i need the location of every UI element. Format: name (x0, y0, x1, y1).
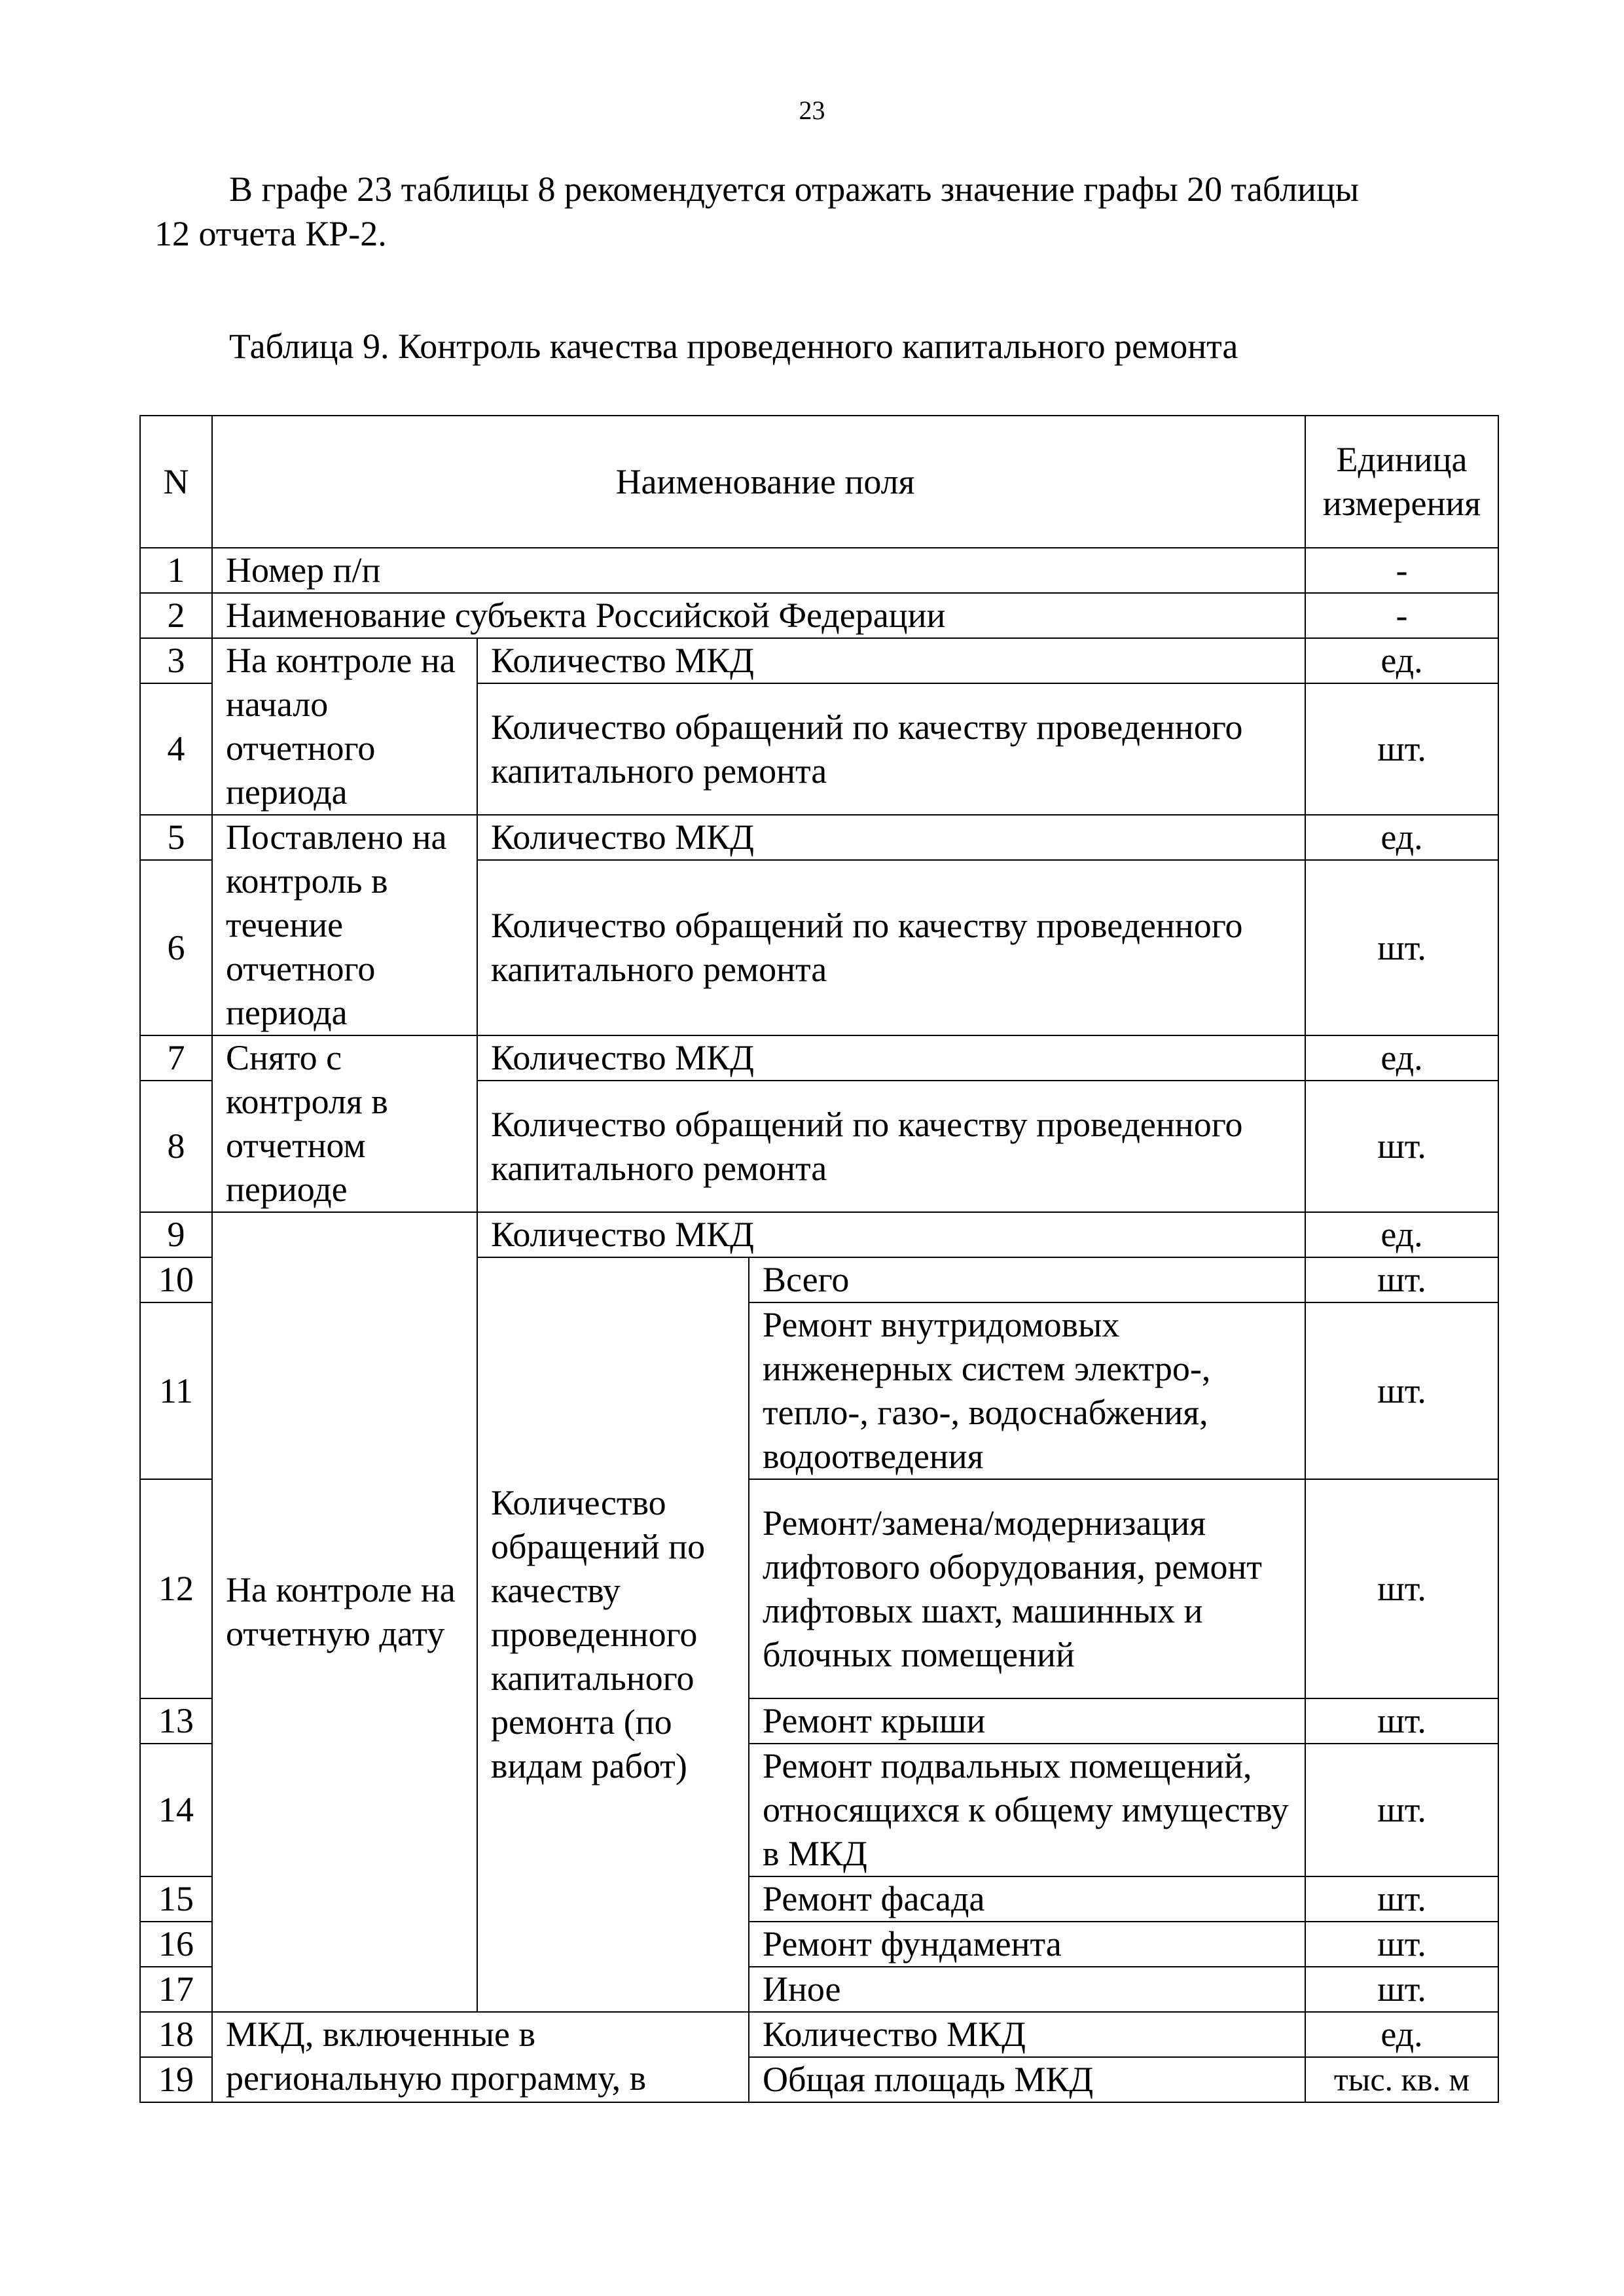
unit: шт. (1305, 1922, 1498, 1967)
table-row (140, 638, 1498, 683)
unit: шт. (1305, 860, 1498, 1035)
unit: шт. (1305, 1257, 1498, 1302)
unit: тыс. кв. м (1305, 2057, 1498, 2102)
page-number: 23 (799, 96, 825, 125)
table-row (140, 1035, 1498, 1081)
group-label: Поставлено на контроль в течение отчетного периода (212, 815, 477, 1035)
row-number: 11 (140, 1302, 212, 1479)
group-label: На контроле на начало отчетного периода (212, 638, 477, 815)
subgroup-label: Количество обращений по качеству проведенного капитального ремонта (по видам работ) (477, 1257, 749, 2012)
field-name: Ремонт внутридомовых инженерных систем электро-, тепло-, газо-, водоснабжения, водоотведения (749, 1302, 1305, 1479)
field-name: Количество МКД (477, 1212, 1305, 1257)
field-name: Наименование субъекта Российской Федерации (212, 593, 1305, 638)
row-number: 13 (140, 1698, 212, 1744)
unit: ед. (1305, 2012, 1498, 2057)
unit: шт. (1305, 1698, 1498, 1744)
unit: - (1305, 593, 1498, 638)
field-name: Иное (749, 1967, 1305, 2012)
quality-control-table (139, 415, 1499, 2103)
table-row (140, 2012, 1498, 2057)
unit: шт. (1305, 1876, 1498, 1922)
table-row (140, 548, 1498, 593)
unit: шт. (1305, 1081, 1498, 1212)
row-number: 8 (140, 1081, 212, 1212)
unit: ед. (1305, 1212, 1498, 1257)
row-number: 14 (140, 1744, 212, 1876)
header-n: N (140, 416, 212, 548)
group-label: Снято с контроля в отчетном периоде (212, 1035, 477, 1212)
row-number: 10 (140, 1257, 212, 1302)
field-name: Ремонт фундамента (749, 1922, 1305, 1967)
table-header-row (140, 416, 1498, 548)
row-number: 16 (140, 1922, 212, 1967)
unit: шт. (1305, 683, 1498, 815)
unit: - (1305, 548, 1498, 593)
intro-line-1: В графе 23 таблицы 8 рекомендуется отражать значение графы 20 таблицы (229, 170, 1360, 209)
row-number: 18 (140, 2012, 212, 2057)
field-name: Количество МКД (477, 815, 1305, 860)
field-name: Ремонт/замена/модернизация лифтового оборудования, ремонт лифтовых шахт, машинных и блочных помещений (749, 1479, 1305, 1698)
field-name: Всего (749, 1257, 1305, 1302)
group-label: МКД, включенные в региональную программу, в (212, 2012, 749, 2102)
row-number: 19 (140, 2057, 212, 2102)
unit: шт. (1305, 1302, 1498, 1479)
row-number: 5 (140, 815, 212, 860)
row-number: 9 (140, 1212, 212, 1257)
unit: ед. (1305, 815, 1498, 860)
header-unit: Единица измерения (1305, 416, 1498, 548)
unit: шт. (1305, 1744, 1498, 1876)
row-number: 12 (140, 1479, 212, 1698)
unit: шт. (1305, 1479, 1498, 1698)
intro-line-2: 12 отчета КР-2. (154, 214, 387, 253)
row-number: 4 (140, 683, 212, 815)
unit: ед. (1305, 1035, 1498, 1081)
field-name: Количество обращений по качеству проведенного капитального ремонта (477, 683, 1305, 815)
group-label: На контроле на отчетную дату (212, 1212, 477, 2012)
field-name: Количество МКД (477, 638, 1305, 683)
table-row (140, 593, 1498, 638)
unit: шт. (1305, 1967, 1498, 2012)
row-number: 1 (140, 548, 212, 593)
table-row (140, 1212, 1498, 1257)
intro-paragraph (154, 167, 1470, 256)
field-name: Количество МКД (749, 2012, 1305, 2057)
row-number: 17 (140, 1967, 212, 2012)
row-number: 2 (140, 593, 212, 638)
field-name: Ремонт подвальных помещений, относящихся к общему имуществу в МКД (749, 1744, 1305, 1876)
row-number: 7 (140, 1035, 212, 1081)
row-number: 6 (140, 860, 212, 1035)
field-name: Общая площадь МКД (749, 2057, 1305, 2102)
field-name: Ремонт крыши (749, 1698, 1305, 1744)
table-row (140, 815, 1498, 860)
field-name: Количество обращений по качеству проведенного капитального ремонта (477, 860, 1305, 1035)
field-name: Количество обращений по качеству проведенного капитального ремонта (477, 1081, 1305, 1212)
row-number: 15 (140, 1876, 212, 1922)
field-name: Количество МКД (477, 1035, 1305, 1081)
table-caption: Таблица 9. Контроль качества проведенного капитального ремонта (229, 327, 1238, 366)
header-field-name: Наименование поля (212, 416, 1305, 548)
field-name: Номер п/п (212, 548, 1305, 593)
row-number: 3 (140, 638, 212, 683)
unit: ед. (1305, 638, 1498, 683)
field-name: Ремонт фасада (749, 1876, 1305, 1922)
